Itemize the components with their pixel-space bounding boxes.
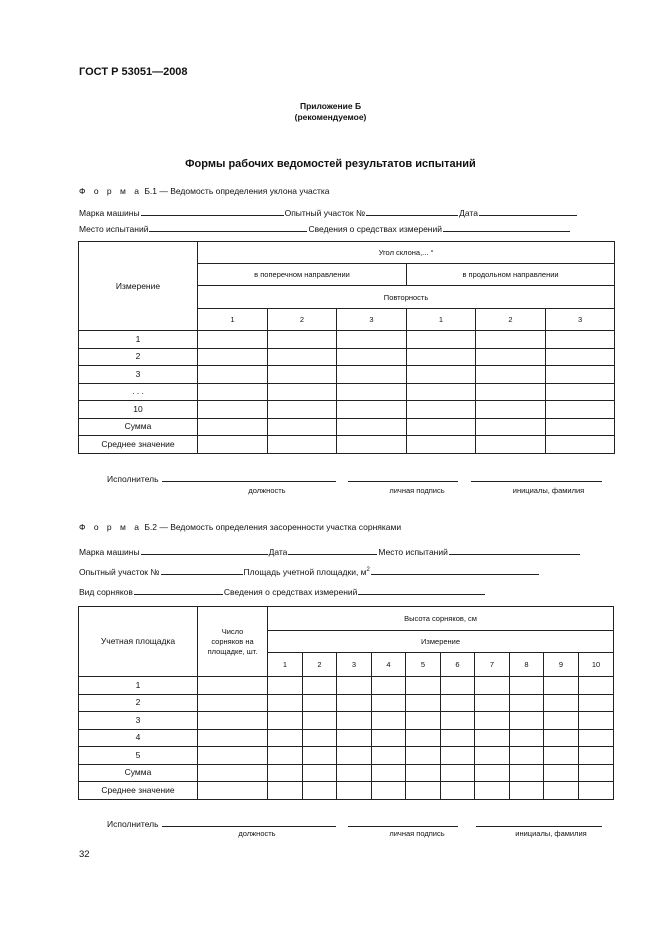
table-cell[interactable] — [198, 782, 268, 800]
table-cell[interactable] — [198, 383, 268, 401]
form1-repetition-header: Повторность — [198, 286, 615, 309]
row-label: 1 — [79, 331, 198, 349]
form1-caption — [79, 186, 330, 196]
form2-field-row-1 — [79, 546, 581, 557]
table-cell[interactable] — [337, 366, 407, 384]
form2-machine-label: Марка машины — [79, 547, 140, 557]
table-cell[interactable] — [198, 694, 268, 712]
table-cell[interactable] — [303, 677, 337, 695]
table-cell[interactable] — [441, 764, 475, 782]
form1-place-blank[interactable] — [149, 223, 307, 232]
table-row — [79, 747, 614, 765]
row-label: 2 — [79, 694, 198, 712]
table-cell[interactable] — [337, 712, 372, 730]
table-cell[interactable] — [475, 764, 510, 782]
table-cell[interactable] — [441, 694, 475, 712]
form1-means-blank[interactable] — [443, 223, 570, 232]
table-cell[interactable] — [476, 383, 546, 401]
form1-form-word: Ф о р м а — [79, 186, 142, 196]
form2-col-header: 6 — [441, 653, 475, 677]
form2-sign-caption: личная подпись — [389, 829, 445, 838]
table-cell[interactable] — [476, 348, 546, 366]
appendix-heading — [0, 101, 661, 123]
table-cell[interactable] — [337, 729, 372, 747]
table-cell[interactable] — [337, 764, 372, 782]
table-cell[interactable] — [510, 712, 544, 730]
table-cell[interactable] — [303, 729, 337, 747]
table-cell[interactable] — [198, 418, 268, 436]
table-cell[interactable] — [407, 348, 476, 366]
form1-means-label: Сведения о средствах измерений — [308, 224, 442, 234]
table-row — [79, 764, 614, 782]
form2-area-label: Площадь учетной площадки, м — [243, 567, 367, 577]
form2-plot-label: Опытный участок № — [79, 567, 160, 577]
table-cell[interactable] — [372, 712, 406, 730]
form2-field-row-2 — [79, 566, 540, 577]
form1-caption-text: Б.1 — Ведомость определения уклона участка — [144, 186, 330, 196]
table-cell[interactable] — [475, 747, 510, 765]
table-cell[interactable] — [372, 747, 406, 765]
row-label: 3 — [79, 366, 198, 384]
row-label: 2 — [79, 348, 198, 366]
form2-field-row-3 — [79, 586, 486, 597]
table-cell[interactable] — [475, 694, 510, 712]
form2-name-caption: инициалы, фамилия — [515, 829, 587, 838]
page-number: 32 — [79, 849, 90, 860]
table-cell[interactable] — [579, 694, 614, 712]
table-cell[interactable] — [546, 401, 615, 419]
table-cell[interactable] — [198, 401, 268, 419]
table-cell[interactable] — [268, 436, 337, 454]
form2-place-label: Место испытаний — [378, 547, 448, 557]
table-cell[interactable] — [476, 418, 546, 436]
form1-rep-col: 1 — [407, 309, 476, 331]
form1-machine-label: Марка машины — [79, 208, 140, 218]
table-cell[interactable] — [407, 383, 476, 401]
row-label: Среднее значение — [79, 782, 198, 800]
table-row — [79, 366, 615, 384]
table-cell[interactable] — [546, 383, 615, 401]
table-cell[interactable] — [337, 383, 407, 401]
form1-sign-caption: личная подпись — [389, 486, 445, 495]
table-cell[interactable] — [268, 782, 303, 800]
form1-position-blank[interactable] — [162, 473, 336, 482]
table-cell[interactable] — [579, 764, 614, 782]
table-cell[interactable] — [198, 677, 268, 695]
form2-form-word: Ф о р м а — [79, 522, 142, 532]
form2-position-blank[interactable] — [162, 818, 336, 827]
form2-col-header: 9 — [544, 653, 579, 677]
table-cell[interactable] — [406, 764, 441, 782]
form2-count-line2: сорняков на — [211, 636, 254, 646]
row-label: 4 — [79, 729, 198, 747]
table-cell[interactable] — [372, 782, 406, 800]
table-cell[interactable] — [546, 331, 615, 349]
table-cell[interactable] — [268, 348, 337, 366]
row-label: . . . — [79, 383, 198, 401]
table-cell[interactable] — [441, 677, 475, 695]
table-cell[interactable] — [337, 436, 407, 454]
table-cell[interactable] — [475, 712, 510, 730]
table-cell[interactable] — [372, 677, 406, 695]
form2-name-blank[interactable] — [476, 818, 602, 827]
appendix-status: (рекомендуемое) — [294, 112, 367, 122]
form1-name-caption: инициалы, фамилия — [512, 486, 585, 495]
table-row — [79, 677, 614, 695]
form1-position-caption: должность — [248, 486, 286, 495]
table-cell[interactable] — [337, 348, 407, 366]
table-cell[interactable] — [303, 747, 337, 765]
table-cell[interactable] — [441, 747, 475, 765]
form2-measurement-header: Измерение — [268, 631, 614, 653]
table-cell[interactable] — [579, 677, 614, 695]
table-row — [79, 383, 615, 401]
table-cell[interactable] — [475, 677, 510, 695]
table-cell[interactable] — [476, 436, 546, 454]
form2-area-sup: 2 — [366, 567, 370, 574]
table-cell[interactable] — [510, 782, 544, 800]
table-cell[interactable] — [476, 331, 546, 349]
table-cell[interactable] — [268, 418, 337, 436]
table-cell[interactable] — [268, 694, 303, 712]
form1-executor-label: Исполнитель — [107, 474, 159, 484]
table-cell[interactable] — [372, 694, 406, 712]
form1-name-blank[interactable] — [471, 473, 602, 482]
table-cell[interactable] — [337, 694, 372, 712]
table-cell[interactable] — [337, 331, 407, 349]
form1-place-label: Место испытаний — [79, 224, 149, 234]
table-cell[interactable] — [337, 782, 372, 800]
table-cell[interactable] — [510, 747, 544, 765]
table-cell[interactable] — [337, 418, 407, 436]
row-label: Сумма — [79, 418, 198, 436]
form2-caption — [79, 522, 401, 532]
table-cell[interactable] — [544, 729, 579, 747]
table-cell[interactable] — [441, 712, 475, 730]
table-cell[interactable] — [268, 764, 303, 782]
form2-plot-blank[interactable] — [161, 566, 243, 575]
form1-rep-col: 3 — [546, 309, 615, 331]
form2-date-blank[interactable] — [288, 546, 377, 555]
form1-field-row-2 — [79, 223, 571, 234]
form1-field-row-1 — [79, 207, 578, 218]
form2-count-line3: площадке, шт. — [207, 646, 258, 656]
form1-sign-blank[interactable] — [348, 473, 458, 482]
row-label: 5 — [79, 747, 198, 765]
form2-count-line1: Число — [221, 626, 244, 636]
form2-col-header: 7 — [475, 653, 510, 677]
form2-signature-line — [107, 818, 603, 829]
table-cell[interactable] — [198, 366, 268, 384]
table-cell[interactable] — [475, 782, 510, 800]
table-cell[interactable] — [406, 677, 441, 695]
table-cell[interactable] — [337, 747, 372, 765]
form1-plot-label: Опытный участок № — [284, 208, 366, 218]
document-header: ГОСТ Р 53051—2008 — [79, 66, 188, 78]
form1-transverse-header: в поперечном направлении — [198, 264, 407, 286]
table-cell[interactable] — [579, 712, 614, 730]
table-cell[interactable] — [510, 764, 544, 782]
form2-col-header: 3 — [337, 653, 372, 677]
table-cell[interactable] — [198, 436, 268, 454]
form1-machine-blank[interactable] — [141, 207, 284, 216]
table-cell[interactable] — [198, 747, 268, 765]
row-label: 1 — [79, 677, 198, 695]
table-cell[interactable] — [579, 782, 614, 800]
table-row — [79, 401, 615, 419]
table-cell[interactable] — [198, 712, 268, 730]
table-cell[interactable] — [198, 764, 268, 782]
form2-weeds-blank[interactable] — [134, 586, 223, 595]
table-cell[interactable] — [441, 729, 475, 747]
table-row — [79, 348, 615, 366]
table-cell[interactable] — [406, 747, 441, 765]
form1-rep-col: 2 — [476, 309, 546, 331]
table-row — [79, 436, 615, 454]
table-cell[interactable] — [407, 331, 476, 349]
table-cell[interactable] — [268, 366, 337, 384]
table-cell[interactable] — [510, 729, 544, 747]
table-cell[interactable] — [337, 401, 407, 419]
table-cell[interactable] — [510, 677, 544, 695]
form2-date-label: Дата — [268, 547, 288, 557]
form2-col-header: 8 — [510, 653, 544, 677]
form1-rep-col: 3 — [337, 309, 407, 331]
form1-rep-col: 1 — [198, 309, 268, 331]
form1-date-blank[interactable] — [479, 207, 577, 216]
form1-longitudinal-header: в продольном направлении — [407, 264, 615, 286]
form1-date-label: Дата — [459, 208, 478, 218]
appendix-title: Приложение Б — [299, 101, 362, 111]
table-cell[interactable] — [544, 712, 579, 730]
row-label: Среднее значение — [79, 436, 198, 454]
table-cell[interactable] — [372, 764, 406, 782]
table-cell[interactable] — [372, 729, 406, 747]
table-cell[interactable] — [546, 436, 615, 454]
table-row — [79, 729, 614, 747]
table-cell[interactable] — [544, 764, 579, 782]
row-label: 10 — [79, 401, 198, 419]
form2-caption-text: Б.2 — Ведомость определения засоренности участка сорняками — [144, 522, 402, 532]
form1-angle-header: Угол склона,... ° — [198, 242, 615, 264]
table-cell[interactable] — [579, 747, 614, 765]
form2-area-blank[interactable] — [371, 566, 539, 575]
form2-means-label: Сведения о средствах измерений — [223, 587, 358, 597]
form2-executor-label: Исполнитель — [107, 819, 159, 829]
table-cell[interactable] — [268, 331, 337, 349]
table-cell[interactable] — [407, 366, 476, 384]
table-cell[interactable] — [406, 712, 441, 730]
table-cell[interactable] — [441, 782, 475, 800]
table-cell[interactable] — [475, 729, 510, 747]
table-cell[interactable] — [546, 366, 615, 384]
table-cell[interactable] — [198, 331, 268, 349]
table-cell[interactable] — [544, 747, 579, 765]
form1-signature-line — [107, 473, 603, 484]
table-cell[interactable] — [268, 712, 303, 730]
table-row — [79, 694, 614, 712]
row-label: Сумма — [79, 764, 198, 782]
form2-weeds-label: Вид сорняков — [79, 587, 133, 597]
table-cell[interactable] — [407, 418, 476, 436]
table-cell[interactable] — [198, 729, 268, 747]
table-cell[interactable] — [579, 729, 614, 747]
section-title: Формы рабочих ведомостей результатов испытаний — [185, 158, 476, 170]
form2-area-header: Учетная площадка — [79, 607, 198, 677]
form2-col-header: 4 — [372, 653, 406, 677]
form1-table-body — [79, 331, 615, 454]
table-cell[interactable] — [406, 729, 441, 747]
form2-col-header: 2 — [303, 653, 337, 677]
table-cell[interactable] — [407, 436, 476, 454]
table-cell[interactable] — [303, 764, 337, 782]
table-cell[interactable] — [406, 782, 441, 800]
table-cell[interactable] — [268, 729, 303, 747]
table-cell[interactable] — [303, 712, 337, 730]
table-row — [79, 331, 615, 349]
table-cell[interactable] — [268, 677, 303, 695]
table-cell[interactable] — [406, 694, 441, 712]
table-cell[interactable] — [476, 366, 546, 384]
form2-count-header — [198, 607, 268, 677]
table-cell[interactable] — [546, 348, 615, 366]
form2-col-header: 5 — [406, 653, 441, 677]
form1-table — [78, 241, 615, 454]
form2-table-body — [79, 677, 614, 800]
table-cell[interactable] — [268, 401, 337, 419]
table-cell[interactable] — [303, 782, 337, 800]
table-row — [79, 712, 614, 730]
form2-means-blank[interactable] — [358, 586, 485, 595]
table-cell[interactable] — [476, 401, 546, 419]
table-cell[interactable] — [407, 401, 476, 419]
form2-machine-blank[interactable] — [141, 546, 268, 555]
form1-measurement-header: Измерение — [79, 242, 198, 331]
table-row — [79, 418, 615, 436]
table-cell[interactable] — [544, 677, 579, 695]
form1-rep-col: 2 — [268, 309, 337, 331]
form2-place-blank[interactable] — [449, 546, 580, 555]
form2-sign-blank[interactable] — [348, 818, 458, 827]
form2-col-header: 10 — [579, 653, 614, 677]
table-cell[interactable] — [337, 677, 372, 695]
table-cell[interactable] — [544, 782, 579, 800]
table-cell[interactable] — [546, 418, 615, 436]
row-label: 3 — [79, 712, 198, 730]
table-cell[interactable] — [303, 694, 337, 712]
table-row — [79, 782, 614, 800]
table-cell[interactable] — [268, 747, 303, 765]
form2-height-header: Высота сорняков, см — [268, 607, 614, 631]
table-cell[interactable] — [510, 694, 544, 712]
form2-table — [78, 606, 614, 800]
form2-col-header: 1 — [268, 653, 303, 677]
table-cell[interactable] — [198, 348, 268, 366]
table-cell[interactable] — [544, 694, 579, 712]
table-cell[interactable] — [268, 383, 337, 401]
form2-position-caption: должность — [238, 829, 276, 838]
form1-plot-blank[interactable] — [366, 207, 458, 216]
